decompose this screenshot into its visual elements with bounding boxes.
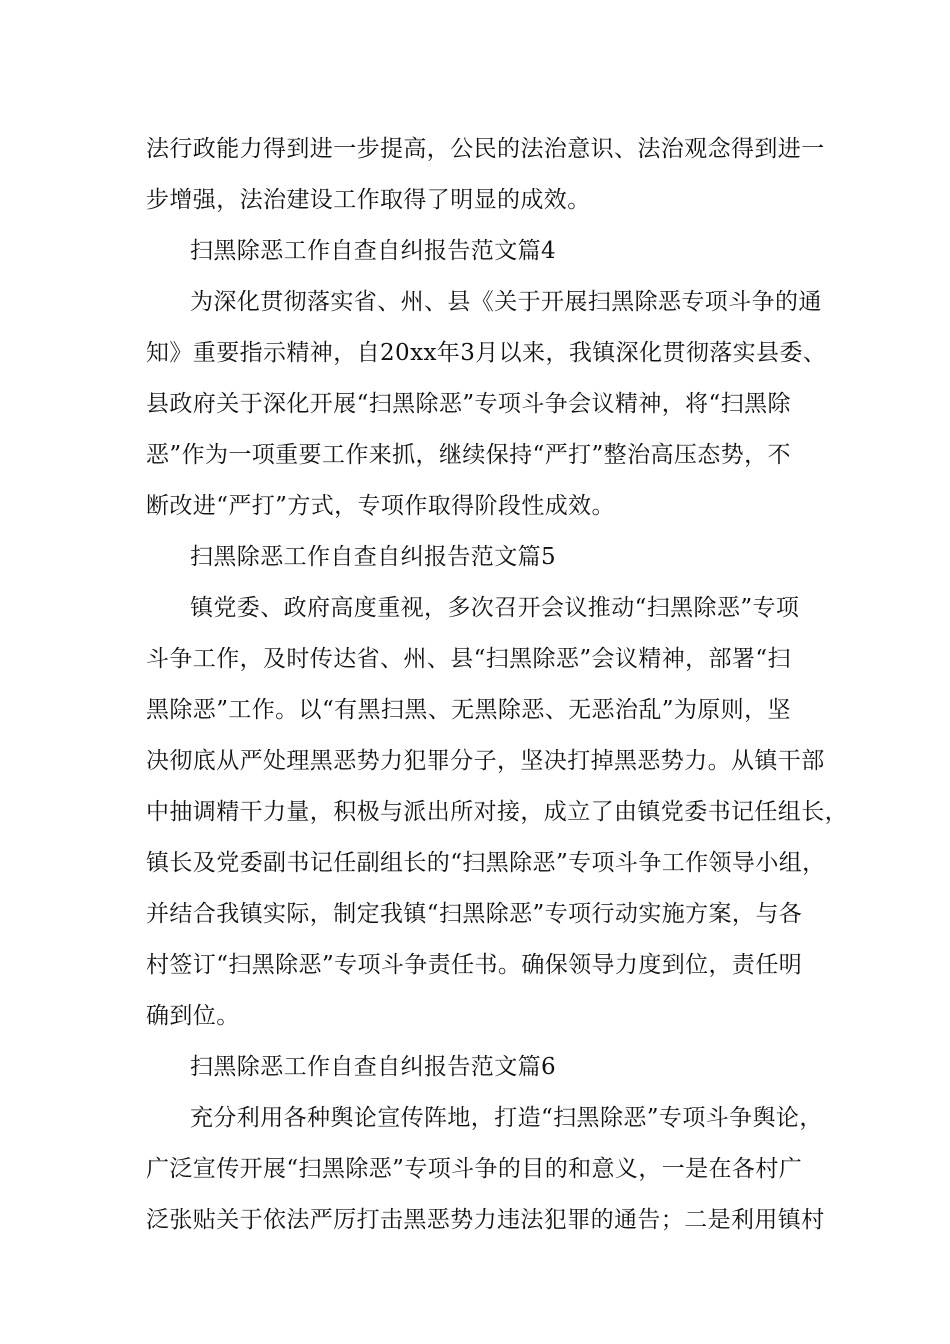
text-line: 断改进“严打”方式，专项作取得阶段性成效。 xyxy=(146,493,615,519)
text-line: 为深化贯彻落实省、州、县《关于开展扫黑除恶专项斗争的通 xyxy=(190,289,822,315)
text-line: 确到位。 xyxy=(146,1003,240,1029)
text-line: 黑除恶”工作。以“有黑扫黑、无黑除恶、无恶治乱”为原则，坚 xyxy=(146,697,791,723)
text-line: 镇党委、政府高度重视，多次召开会议推动“扫黑除恶”专项 xyxy=(190,595,800,621)
text-line: 村签订“扫黑除恶”专项斗争责任书。确保领导力度到位，责任明 xyxy=(146,952,803,978)
text-line: 步增强，法治建设工作取得了明显的成效。 xyxy=(146,187,591,213)
text-line: 充分利用各种舆论宣传阵地，打造“扫黑除恶”专项斗争舆论， xyxy=(190,1105,823,1131)
text-line: 县政府关于深化开展“扫黑除恶”专项斗争会议精神，将“扫黑除 xyxy=(146,391,791,417)
text-line: 决彻底从严处理黑恶势力犯罪分子，坚决打掉黑恶势力。从镇干部 xyxy=(146,748,825,774)
text-line: 斗争工作，及时传达省、州、县“扫黑除恶”会议精神，部署“扫 xyxy=(146,646,791,672)
text-line: 镇长及党委副书记任副组长的“扫黑除恶”专项斗争工作领导小组， xyxy=(146,850,826,876)
text-line: 法行政能力得到进一步提高，公民的法治意识、法治观念得到进一 xyxy=(146,136,825,162)
text-line: 恶”作为一项重要工作来抓，继续保持“严打”整治高压态势，不 xyxy=(146,442,791,468)
text-line: 并结合我镇实际，制定我镇“扫黑除恶”专项行动实施方案，与各 xyxy=(146,901,803,927)
text-line: 知》重要指示精神，自20xx年3月以来，我镇深化贯彻落实县委、 xyxy=(146,340,827,366)
section-heading: 扫黑除恶工作自查自纠报告范文篇5 xyxy=(190,544,557,570)
section-heading: 扫黑除恶工作自查自纠报告范文篇6 xyxy=(190,1054,557,1080)
text-line: 广泛宣传开展“扫黑除恶”专项斗争的目的和意义，一是在各村广 xyxy=(146,1156,803,1182)
text-line: 泛张贴关于依法严厉打击黑恶势力违法犯罪的通告；二是利用镇村 xyxy=(146,1207,825,1233)
text-line: 中抽调精干力量，积极与派出所对接，成立了由镇党委书记任组长， xyxy=(146,799,848,825)
section-heading: 扫黑除恶工作自查自纠报告范文篇4 xyxy=(190,238,557,264)
